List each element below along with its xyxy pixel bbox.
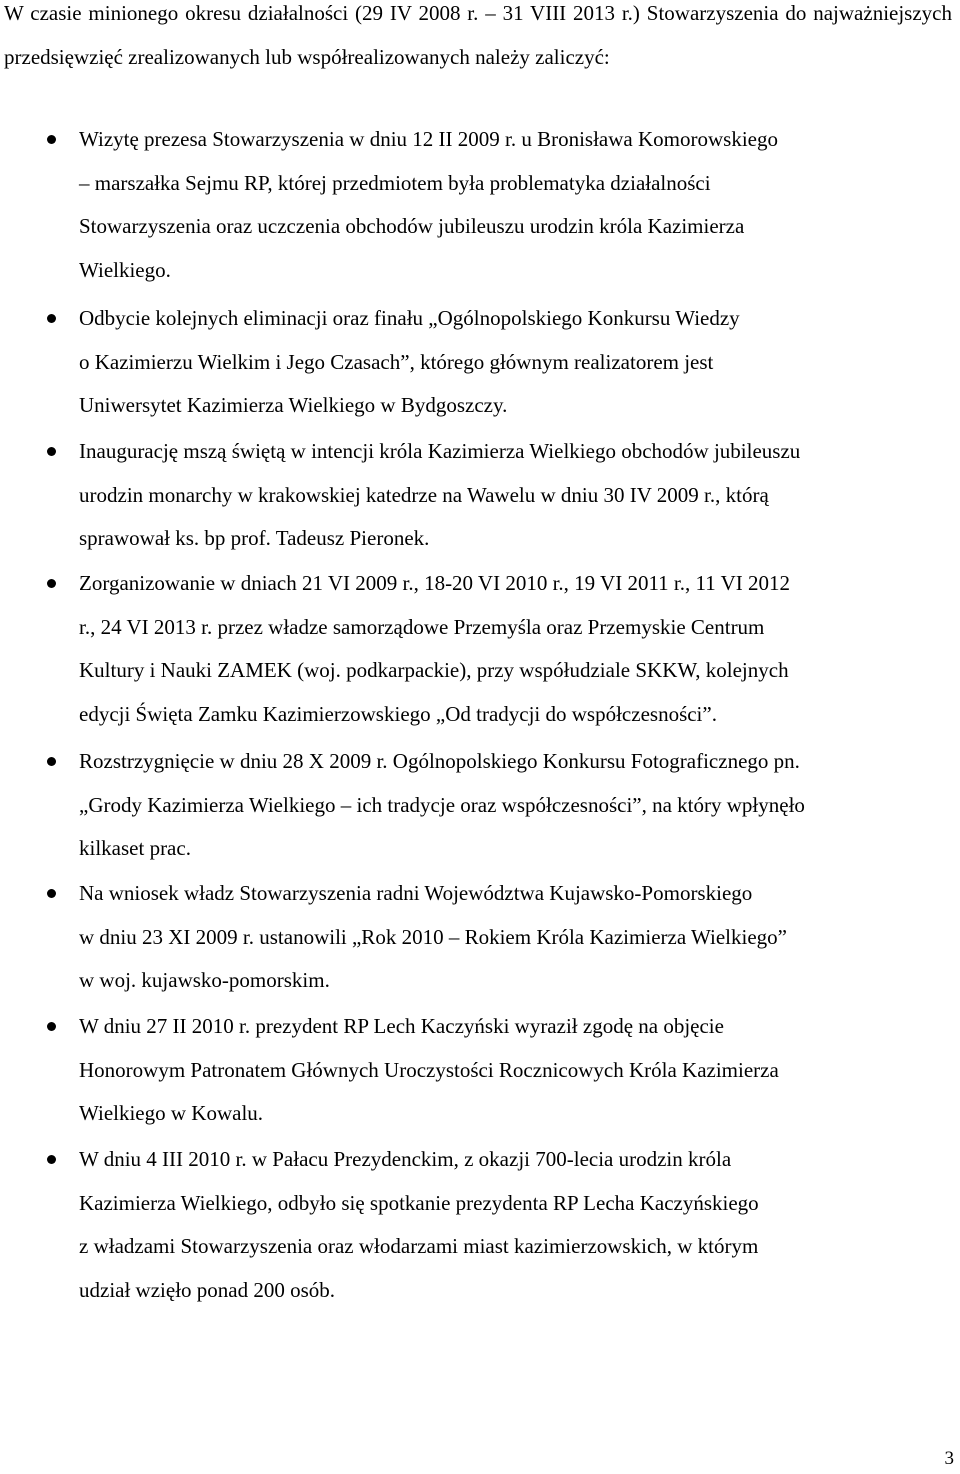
bullet-icon xyxy=(47,1155,56,1164)
bullet-icon xyxy=(47,447,56,456)
item-line: Na wniosek władz Stowarzyszenia radni Województwa Kujawsko-Pomorskiego xyxy=(79,881,753,905)
list-item xyxy=(79,1005,955,1136)
item-line: urodzin monarchy w krakowskiej katedrze na Wawelu w dniu 30 IV 2009 r., którą xyxy=(79,482,769,507)
item-line: Kazimierza Wielkiego, odbyło się spotkanie prezydenta RP Lecha Kaczyńskiego xyxy=(79,1190,759,1215)
item-line: z władzami Stowarzyszenia oraz włodarzami miast kazimierzowskich, w którym xyxy=(79,1234,759,1259)
list-item xyxy=(79,872,955,1003)
bullet-icon xyxy=(47,135,56,144)
list-item xyxy=(79,562,955,737)
bullet-icon xyxy=(47,314,56,323)
item-line: W dniu 4 III 2010 r. w Pałacu Prezydenckim, z okazji 700-lecia urodzin króla xyxy=(79,1147,732,1171)
item-line: sprawował ks. bp prof. Tadeusz Pieronek. xyxy=(79,526,430,551)
item-line: Kultury i Nauki ZAMEK (woj. podkarpackie), przy współudziale SKKW, kolejnych xyxy=(79,658,789,683)
item-line: – marszałka Sejmu RP, której przedmiotem była problematyka działalności xyxy=(79,170,711,195)
item-line: w woj. kujawsko-pomorskim. xyxy=(79,968,330,993)
item-line: Stowarzyszenia oraz uczczenia obchodów jubileuszu urodzin króla Kazimierza xyxy=(79,214,745,239)
bullet-icon xyxy=(47,1022,56,1031)
intro-paragraph: W czasie minionego okresu działalności (29 IV 2008 r. – 31 VIII 2013 r.) Stowarzyszenia do najważniejszych przedsięwzięć zrealizowanych lub współrealizowanych należy zaliczyć: xyxy=(4,1,952,69)
item-line: W dniu 27 II 2010 r. prezydent RP Lech Kaczyński wyraził zgodę na objęcie xyxy=(79,1014,724,1038)
list-item xyxy=(79,740,955,871)
item-line: Honorowym Patronatem Głównych Uroczystości Rocznicowych Króla Kazimierza xyxy=(79,1057,779,1082)
item-line: Odbycie kolejnych eliminacji oraz finału „Ogólnopolskiego Konkursu Wiedzy xyxy=(79,306,740,330)
item-line: udział wzięło ponad 200 osób. xyxy=(79,1278,336,1303)
list-item xyxy=(79,430,955,561)
item-line: Wizytę prezesa Stowarzyszenia w dniu 12 II 2009 r. u Bronisława Komorowskiego xyxy=(79,127,778,151)
item-line: Inaugurację mszą świętą w intencji króla Kazimierza Wielkiego obchodów jubileuszu xyxy=(79,439,801,463)
item-line: Wielkiego. xyxy=(79,258,171,283)
item-line: Rozstrzygnięcie w dniu 28 X 2009 r. Ogólnopolskiego Konkursu Fotograficznego pn. xyxy=(79,749,800,773)
item-line: kilkaset prac. xyxy=(79,836,191,861)
item-line: Uniwersytet Kazimierza Wielkiego w Bydgoszczy. xyxy=(79,393,508,418)
list-item xyxy=(79,297,955,428)
bullet-icon xyxy=(47,757,56,766)
page-number: 3 xyxy=(944,1448,954,1469)
item-line: Zorganizowanie w dniach 21 VI 2009 r., 18-20 VI 2010 r., 19 VI 2011 r., 11 VI 2012 xyxy=(79,571,791,595)
item-line: w dniu 23 XI 2009 r. ustanowili „Rok 2010 – Rokiem Króla Kazimierza Wielkiego” xyxy=(79,924,787,949)
item-line: r., 24 VI 2013 r. przez władze samorządowe Przemyśla oraz Przemyskie Centrum xyxy=(79,614,765,639)
item-line: Wielkiego w Kowalu. xyxy=(79,1101,264,1126)
bullet-icon xyxy=(47,889,56,898)
item-line: edycji Święta Zamku Kazimierzowskiego „Od tradycji do współczesności”. xyxy=(79,702,717,727)
bullet-icon xyxy=(47,579,56,588)
item-line: o Kazimierzu Wielkim i Jego Czasach”, którego głównym realizatorem jest xyxy=(79,349,714,374)
list-item xyxy=(79,1138,955,1313)
list-item xyxy=(79,118,955,293)
item-line: „Grody Kazimierza Wielkiego – ich tradycje oraz współczesności”, na który wpłynęło xyxy=(79,792,805,817)
